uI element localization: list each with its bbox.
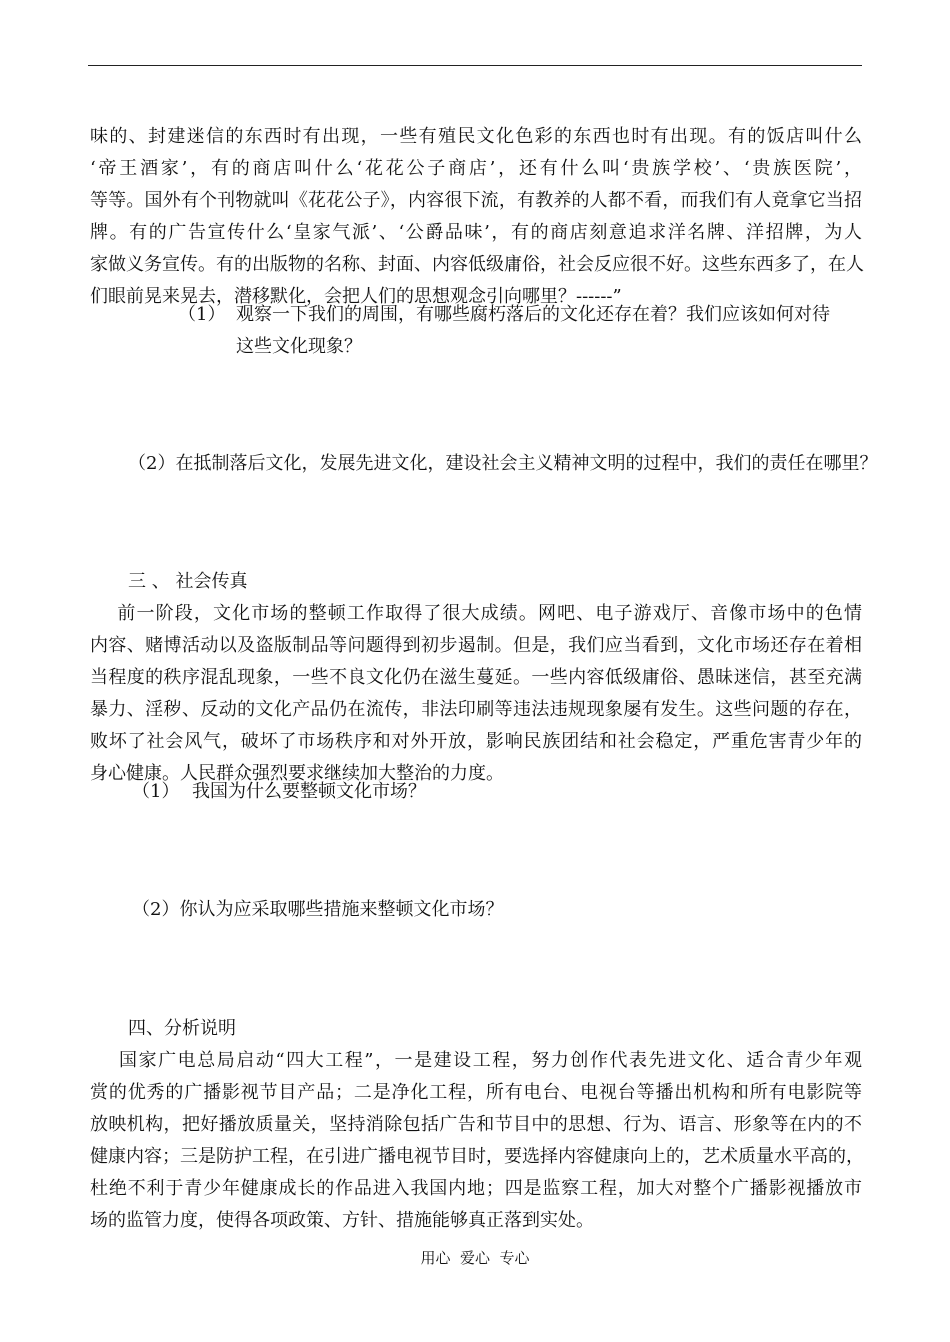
paragraph-line: 身心健康。人民群众强烈要求继续加大整治的力度。: [90, 763, 504, 784]
page-footer: 用心 爱心 专心: [420, 1249, 530, 1267]
section-heading: 三 、 社会传真: [128, 571, 248, 592]
paragraph-line: 暴力、淫秽、反动的文化产品仍在流传，非法印刷等违法违规现象屡有发生。这些问题的存在，: [90, 699, 862, 720]
paragraph-line: 赏的优秀的广播影视节目产品；二是净化工程，所有电台、电视台等播出机构和所有电影院等: [90, 1082, 862, 1103]
passage-line: 等等。国外有个刊物就叫《花花公子》，内容很下流，有教养的人都不看，而我们有人竟拿它当招: [90, 190, 862, 211]
question-text: （2）你认为应采取哪些措施来整顿文化市场？: [132, 899, 504, 920]
question-text: 观察一下我们的周围，有哪些腐朽落后的文化还存在着？我们应该如何对待: [236, 304, 830, 325]
question-text: 这些文化现象？: [236, 336, 362, 357]
section-heading: 四、分析说明: [128, 1018, 236, 1039]
paragraph-line: 国家广电总局启动“四大工程”，一是建设工程，努力创作代表先进文化、适合青少年观: [90, 1050, 862, 1071]
paragraph-line: 健康内容；三是防护工程，在引进广播电视节目时，要选择内容健康向上的，艺术质量水平高的，: [90, 1146, 864, 1167]
question-text: 我国为什么要整顿文化市场？: [192, 781, 426, 802]
paragraph-line: 前一阶段，文化市场的整顿工作取得了很大成绩。网吧、电子游戏厅、音像市场中的色情: [90, 603, 862, 624]
paragraph-line: 当程度的秩序混乱现象，一些不良文化仍在滋生蔓延。一些内容低级庸俗、愚昧迷信，甚至充满: [90, 667, 862, 688]
question-number: （1）: [178, 304, 226, 325]
passage-line: 牌。有的广告宣传什么‘皇家气派’、‘公爵品味’，有的商店刻意追求洋名牌、洋招牌，为人: [90, 222, 862, 243]
paragraph-line: 败坏了社会风气，破坏了市场秩序和对外开放，影响民族团结和社会稳定，严重危害青少年的: [90, 731, 862, 752]
passage-line: 味的、封建迷信的东西时有出现，一些有殖民文化色彩的东西也时有出现。有的饭店叫什么: [90, 126, 862, 147]
paragraph-line: 放映机构，把好播放质量关，坚持消除包括广告和节目中的思想、行为、语言、形象等在内的不: [90, 1114, 862, 1135]
question-number: （1）: [132, 781, 180, 802]
paragraph-line: 杜绝不利于青少年健康成长的作品进入我国内地；四是监察工程，加大对整个广播影视播放市: [90, 1178, 862, 1199]
header-rule: [88, 65, 862, 66]
passage-line: 们眼前晃来晃去，潜移默化，会把人们的思想观念引向哪里？------”: [90, 286, 622, 307]
passage-line: ‘帝王酒家’，有的商店叫什么‘花花公子商店’，还有什么叫‘贵族学校’、‘贵族医院’，: [90, 158, 862, 179]
paragraph-line: 内容、赌博活动以及盗版制品等问题得到初步遏制。但是，我们应当看到，文化市场还存在着相: [90, 635, 862, 656]
paragraph-line: 场的监管力度，使得各项政策、方针、措施能够真正落到实处。: [90, 1210, 594, 1231]
passage-line: 家做义务宣传。有的出版物的名称、封面、内容低级庸俗，社会反应很不好。这些东西多了，在人: [90, 254, 864, 275]
question-text: （2）在抵制落后文化，发展先进文化，建设社会主义精神文明的过程中，我们的责任在哪里？: [128, 453, 878, 474]
